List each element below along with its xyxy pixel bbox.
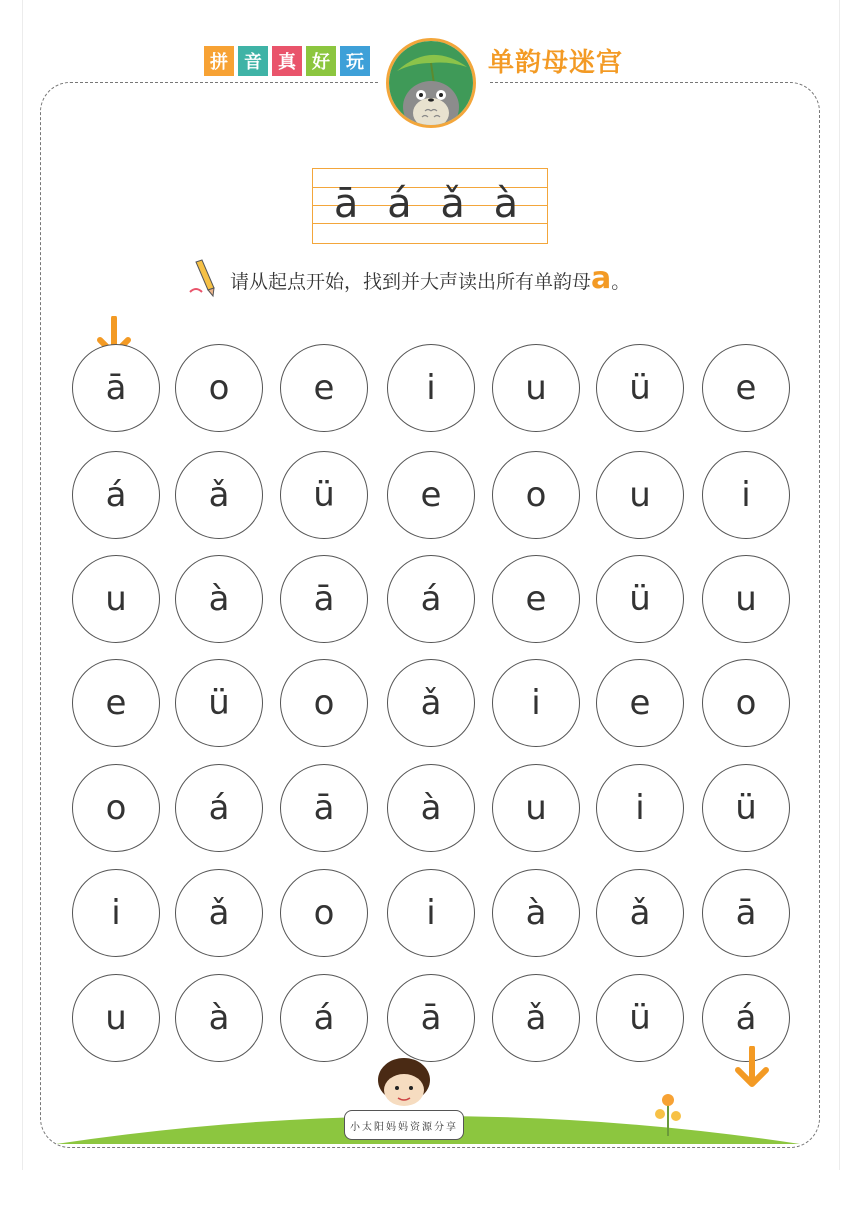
maze-cell[interactable]: ǎ bbox=[492, 974, 580, 1062]
page-title: 单韵母迷宫 bbox=[488, 48, 624, 78]
tag-wan: 玩 bbox=[340, 46, 370, 76]
maze-cell[interactable]: á bbox=[280, 974, 368, 1062]
maze-cell[interactable]: á bbox=[175, 764, 263, 852]
maze-cell[interactable]: u bbox=[492, 764, 580, 852]
maze-cell[interactable]: ü bbox=[596, 974, 684, 1062]
instruction-suffix: 。 bbox=[611, 270, 631, 293]
maze-cell[interactable]: à bbox=[492, 869, 580, 957]
maze-cell[interactable]: ǎ bbox=[387, 659, 475, 747]
maze-cell[interactable]: i bbox=[387, 344, 475, 432]
target-tones: ā á ǎ à bbox=[333, 181, 527, 227]
maze-cell[interactable]: u bbox=[72, 555, 160, 643]
maze-cell[interactable]: o bbox=[280, 659, 368, 747]
maze-cell[interactable]: ǎ bbox=[175, 869, 263, 957]
instruction-text: 请从起点开始，找到并大声读出所有单韵母 bbox=[230, 270, 592, 293]
maze-cell[interactable]: ü bbox=[596, 344, 684, 432]
tag-hao: 好 bbox=[306, 46, 336, 76]
maze-cell[interactable]: á bbox=[387, 555, 475, 643]
maze-cell[interactable]: o bbox=[72, 764, 160, 852]
maze-cell[interactable]: à bbox=[387, 764, 475, 852]
maze-cell[interactable]: i bbox=[72, 869, 160, 957]
maze-cell[interactable]: á bbox=[702, 974, 790, 1062]
maze-cell[interactable]: e bbox=[596, 659, 684, 747]
maze-cell[interactable]: ü bbox=[175, 659, 263, 747]
maze-cell[interactable]: à bbox=[175, 555, 263, 643]
maze-cell[interactable]: i bbox=[596, 764, 684, 852]
tag-pin: 拼 bbox=[204, 46, 234, 76]
maze-cell[interactable]: ü bbox=[280, 451, 368, 539]
maze-cell[interactable]: ǎ bbox=[596, 869, 684, 957]
maze-cell[interactable]: ā bbox=[280, 764, 368, 852]
tag-zhen: 真 bbox=[272, 46, 302, 76]
maze-cell[interactable]: á bbox=[72, 451, 160, 539]
maze-cell[interactable]: i bbox=[702, 451, 790, 539]
maze-cell[interactable]: u bbox=[596, 451, 684, 539]
maze-cell[interactable]: o bbox=[175, 344, 263, 432]
tag-yin: 音 bbox=[238, 46, 268, 76]
child-mascot-icon bbox=[378, 1058, 430, 1106]
maze-cell[interactable]: ü bbox=[596, 555, 684, 643]
maze-cell[interactable]: ā bbox=[702, 869, 790, 957]
maze-cell[interactable]: u bbox=[702, 555, 790, 643]
instruction-highlight: a bbox=[591, 260, 612, 296]
maze-cell[interactable]: ǎ bbox=[175, 451, 263, 539]
maze-cell[interactable]: i bbox=[387, 869, 475, 957]
maze-cell[interactable]: o bbox=[492, 451, 580, 539]
maze-cell[interactable]: o bbox=[280, 869, 368, 957]
maze-cell[interactable]: e bbox=[702, 344, 790, 432]
maze-cell[interactable]: e bbox=[492, 555, 580, 643]
maze-cell[interactable]: i bbox=[492, 659, 580, 747]
maze-cell[interactable]: ā bbox=[72, 344, 160, 432]
maze-cell[interactable]: o bbox=[702, 659, 790, 747]
maze-cell[interactable]: e bbox=[72, 659, 160, 747]
maze-cell[interactable]: e bbox=[280, 344, 368, 432]
maze-cell[interactable]: u bbox=[492, 344, 580, 432]
maze-cell[interactable]: ā bbox=[387, 974, 475, 1062]
footer-banner: 小太阳妈妈资源分享 bbox=[344, 1110, 464, 1140]
maze-cell[interactable]: e bbox=[387, 451, 475, 539]
maze-cell[interactable]: ā bbox=[280, 555, 368, 643]
maze-cell[interactable]: ü bbox=[702, 764, 790, 852]
maze-cell[interactable]: u bbox=[72, 974, 160, 1062]
maze-cell[interactable]: à bbox=[175, 974, 263, 1062]
